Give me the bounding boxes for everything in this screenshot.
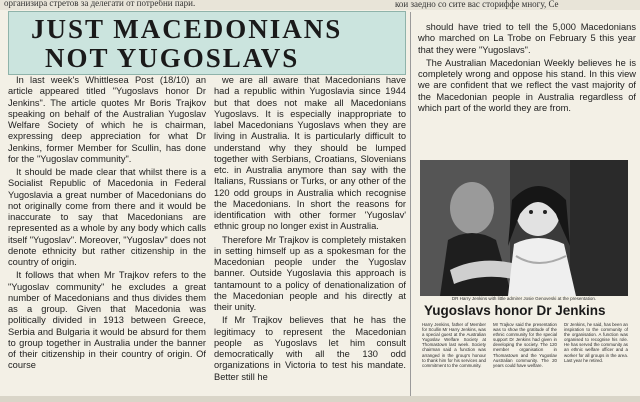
- paragraph: we are all aware that Macedonians have had a republic within Yugoslavia since 1944 but that does not make all Macedonians Yugoslavs. It is especially inappropriate to label Macedonians Yugoslavs when they are living in Australia. It is particularly difficult to understand why they should be lumped together with Serbians, Croatians, Slovenians etc. in Australia anymore than say with the Italians, Russians or Turks, or any other of the 120 odd groups in Australia which recognise the Macedonians. In short the reasons for identification with other former 'Yugoslav' ethnic group no longer exist in Australia.: [214, 75, 406, 232]
- paragraph: In last week's Whittlesea Post (18/10) an article appeared titled "Yugoslavs honor Dr Jenkins". The article quotes Mr Boris Trajkov speaking on behalf of the Australian Yugoslav Welfare Society of which he is chairman, expressing deep appreciation for what Dr Jenkins, former Member for Scullin, has done for the "Yugoslav community".: [8, 75, 206, 164]
- clipping-column-1: Harry Jenkins, father of Member for Scullin Mr Harry Jenkins, was a special guest at the Australian Yugoslav Welfare Society at Thomastown last week. Society chairman said a function was arranged in the group's honour to thank him for his services and commitment to the community.: [422, 322, 486, 368]
- previous-article-text: организира стретов за делегати от потребни пари.: [4, 0, 196, 8]
- headline-box: [8, 11, 406, 75]
- adjacent-article-text: кои заедно со сите ваc сториффе многу, Се: [395, 0, 559, 9]
- article-column-1: [8, 75, 206, 374]
- article-column-3: [418, 22, 636, 116]
- photo-caption: DR Harry Jenkins with little admirer Josie Genoveski at the presentation.: [451, 296, 597, 301]
- clipping-text: [422, 322, 628, 400]
- paragraph: Therefore Mr Trajkov is completely mistaken in setting himself up as a spokesman for the Macedonian people under the Yugoslav banner. Outside Yugoslavia this approach is tantamount to a policy of denationalization of the Macedonian people and his directly at their unity.: [214, 234, 406, 312]
- paragraph: It follows that when Mr Trajkov refers to the "Yugoslav community" he excludes a great number of Macedonians and thus divides them as a group. Given that Macedonia was politically divided in 1913 between Greece, Serbia and Bulgaria it would be absurd for them to group together in Australia under the banner of their citizenship in their country of origin. Of course: [8, 270, 206, 371]
- paragraph: If Mr Trajkov believes that he has the legitimacy to represent the Macedonian people as Yugoslavs let him consult democratically with all the 130 odd organizations in Victoria to test his mandate. Better still he: [214, 315, 406, 382]
- headline-line-2: NOT YUGOSLAVS: [45, 43, 300, 73]
- article-column-2: [214, 75, 406, 385]
- clipping-column-2: Mr Trajkov said the presentation was to show the gratitude of the ethnic community for the special support Dr Jenkins had given in developing the society. The 120 member organisation in Thomastown and the Yugoslav Australian community. The 20 years could have welfare.: [493, 322, 557, 368]
- paragraph: The Australian Macedonian Weekly believes he is completely wrong and oppose his stand. In this view we are confident that we reflect the vast majority of the Macedonian people in Australia regardless of which part of the world they are from.: [418, 57, 636, 113]
- clipping-photo: [420, 160, 628, 296]
- photo-illustration-icon: [420, 160, 628, 296]
- paragraph: should have tried to tell the 5,000 Macedonians who marched on La Trobe on February 5 this year that they were "Yugoslavs".: [418, 22, 636, 55]
- clipping-column-3: Dr Jenkins, he said, has been an inspiration to the community of the organisation. A function was organised to recognise his role. He has served the community as an ethnic welfare officer and a worker for all groups in the area. Last year he retired.: [564, 322, 628, 363]
- paragraph: It should be made clear that whilst there is a Socialist Republic of Macedonia in Federal Yugoslavia a great number of Macedonians do not originally come from there and it would be inaccurate to say that Macedonians are represented as a whole by any body which calls itself "Yugoslav". Moreover, "Yugoslav" does not denote ethnicity but rather citizenship in the country of origin.: [8, 167, 206, 267]
- headline-line-1: JUST MACEDONIANS: [31, 14, 343, 44]
- clipping-title: Yugoslavs honor Dr Jenkins: [424, 303, 606, 318]
- previous-article-strip: [0, 0, 640, 10]
- page-bottom-edge: [0, 396, 640, 402]
- column-divider: [410, 12, 411, 402]
